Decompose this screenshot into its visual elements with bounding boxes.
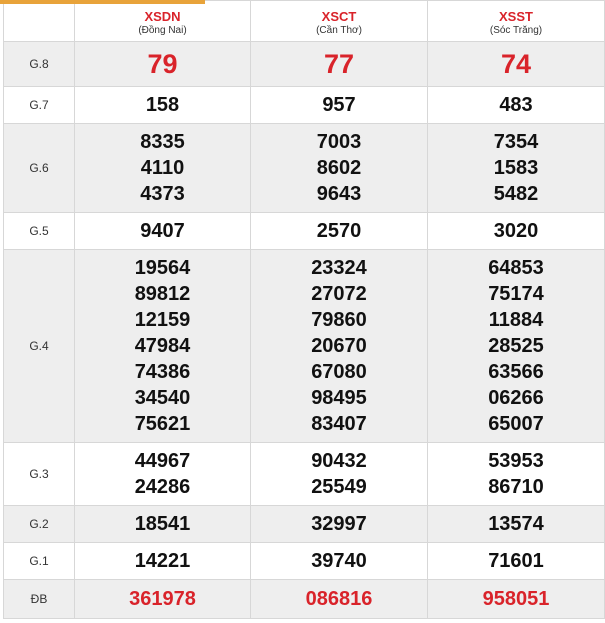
prize-number: 75174 — [488, 283, 544, 305]
prize-number: 957 — [322, 94, 356, 116]
prize-number: 79860 — [311, 309, 367, 331]
special-prize-number: 361978 — [129, 588, 196, 610]
prize-number: 9407 — [140, 220, 185, 242]
prize-cell — [428, 443, 605, 506]
prize-number: 64853 — [488, 257, 544, 279]
prize-number: 77 — [323, 49, 355, 79]
prize-cell — [428, 42, 605, 87]
prize-number: 75621 — [134, 413, 191, 435]
prize-number: 74 — [500, 49, 532, 79]
prize-number: 79 — [147, 49, 178, 79]
prize-number: 3020 — [493, 220, 539, 242]
prize-number: 53953 — [488, 450, 544, 472]
prize-cell — [251, 543, 428, 580]
prize-number: 71601 — [488, 550, 544, 572]
prize-row-g3 — [4, 443, 605, 506]
prize-label: G.7 — [4, 87, 75, 124]
results-table — [3, 0, 605, 619]
prize-number: 32997 — [311, 513, 367, 535]
prize-cell — [251, 87, 428, 124]
prize-cell — [75, 543, 251, 580]
prize-number: 13574 — [488, 513, 544, 535]
prize-cell — [75, 506, 251, 543]
prize-cell — [428, 213, 605, 250]
prize-cell — [428, 87, 605, 124]
prize-number: 89812 — [134, 283, 191, 305]
prize-label: ĐB — [4, 580, 75, 619]
special-prize-number: 958051 — [482, 588, 550, 610]
prize-number: 11884 — [488, 309, 544, 331]
prize-number: 7003 — [316, 131, 362, 153]
prize-number: 5482 — [493, 183, 539, 205]
prize-cell — [428, 580, 605, 619]
prize-cell — [428, 250, 605, 443]
province-code[interactable]: XSST — [499, 9, 533, 24]
prize-cell — [251, 506, 428, 543]
prize-row-g4 — [4, 250, 605, 443]
prize-number: 12159 — [134, 309, 191, 331]
prize-cell — [75, 87, 251, 124]
prize-number: 74386 — [134, 361, 191, 383]
prize-cell — [251, 580, 428, 619]
special-prize-number: 086816 — [305, 588, 373, 610]
prize-number: 4110 — [140, 157, 185, 179]
prize-cell — [251, 42, 428, 87]
province-code[interactable]: XSDN — [144, 9, 181, 24]
province-name: (Sóc Trăng) — [489, 25, 543, 36]
prize-cell — [75, 213, 251, 250]
prize-label: G.6 — [4, 124, 75, 213]
province-header-st[interactable] — [428, 1, 605, 42]
prize-label: G.1 — [4, 543, 75, 580]
prize-number: 47984 — [134, 335, 191, 357]
prize-number: 9643 — [316, 183, 362, 205]
prize-number: 63566 — [488, 361, 544, 383]
prize-number: 1583 — [493, 157, 539, 179]
prize-number: 25549 — [311, 476, 367, 498]
prize-number: 67080 — [311, 361, 367, 383]
prize-cell — [251, 443, 428, 506]
prize-number: 24286 — [134, 476, 191, 498]
prize-number: 18541 — [134, 513, 191, 535]
prize-label: G.8 — [4, 42, 75, 87]
prize-cell — [75, 42, 251, 87]
prize-number: 98495 — [311, 387, 367, 409]
prize-cell — [251, 213, 428, 250]
prize-row-g7 — [4, 87, 605, 124]
header-blank — [4, 1, 75, 42]
prize-cell — [428, 543, 605, 580]
prize-cell — [428, 124, 605, 213]
prize-number: 158 — [145, 94, 180, 116]
prize-cell — [251, 124, 428, 213]
prize-number: 83407 — [311, 413, 367, 435]
prize-number: 20670 — [311, 335, 367, 357]
prize-cell — [75, 250, 251, 443]
prize-number: 90432 — [311, 450, 367, 472]
prize-number: 06266 — [488, 387, 544, 409]
prize-number: 39740 — [311, 550, 367, 572]
province-name: (Đồng Nai) — [138, 25, 187, 36]
prize-number: 34540 — [134, 387, 191, 409]
prize-number: 65007 — [488, 413, 544, 435]
prize-number: 86710 — [488, 476, 544, 498]
province-code[interactable]: XSCT — [321, 9, 357, 24]
prize-number: 44967 — [134, 450, 191, 472]
prize-number: 7354 — [493, 131, 539, 153]
prize-number: 19564 — [134, 257, 191, 279]
prize-label: G.4 — [4, 250, 75, 443]
prize-cell — [75, 443, 251, 506]
prize-number: 8335 — [140, 131, 185, 153]
province-header-ct[interactable] — [251, 1, 428, 42]
prize-cell — [75, 580, 251, 619]
province-name: (Cần Thơ) — [316, 25, 362, 36]
prize-number: 483 — [499, 94, 533, 116]
header-row — [4, 1, 605, 42]
prize-number: 27072 — [311, 283, 367, 305]
province-header-dn[interactable] — [75, 1, 251, 42]
prize-row-g6 — [4, 124, 605, 213]
prize-number: 2570 — [316, 220, 362, 242]
prize-number: 4373 — [140, 183, 185, 205]
prize-row-g8 — [4, 42, 605, 87]
prize-number: 23324 — [311, 257, 367, 279]
header-accent-bar — [0, 0, 205, 4]
prize-number: 28525 — [488, 335, 544, 357]
prize-row-g5 — [4, 213, 605, 250]
prize-label: G.5 — [4, 213, 75, 250]
prize-row-g2 — [4, 506, 605, 543]
prize-cell — [428, 506, 605, 543]
prize-label: G.3 — [4, 443, 75, 506]
prize-number: 8602 — [316, 157, 362, 179]
prize-number: 14221 — [134, 550, 191, 572]
prize-row-g1 — [4, 543, 605, 580]
prize-cell — [251, 250, 428, 443]
prize-cell — [75, 124, 251, 213]
prize-label: G.2 — [4, 506, 75, 543]
prize-row-special — [4, 580, 605, 619]
